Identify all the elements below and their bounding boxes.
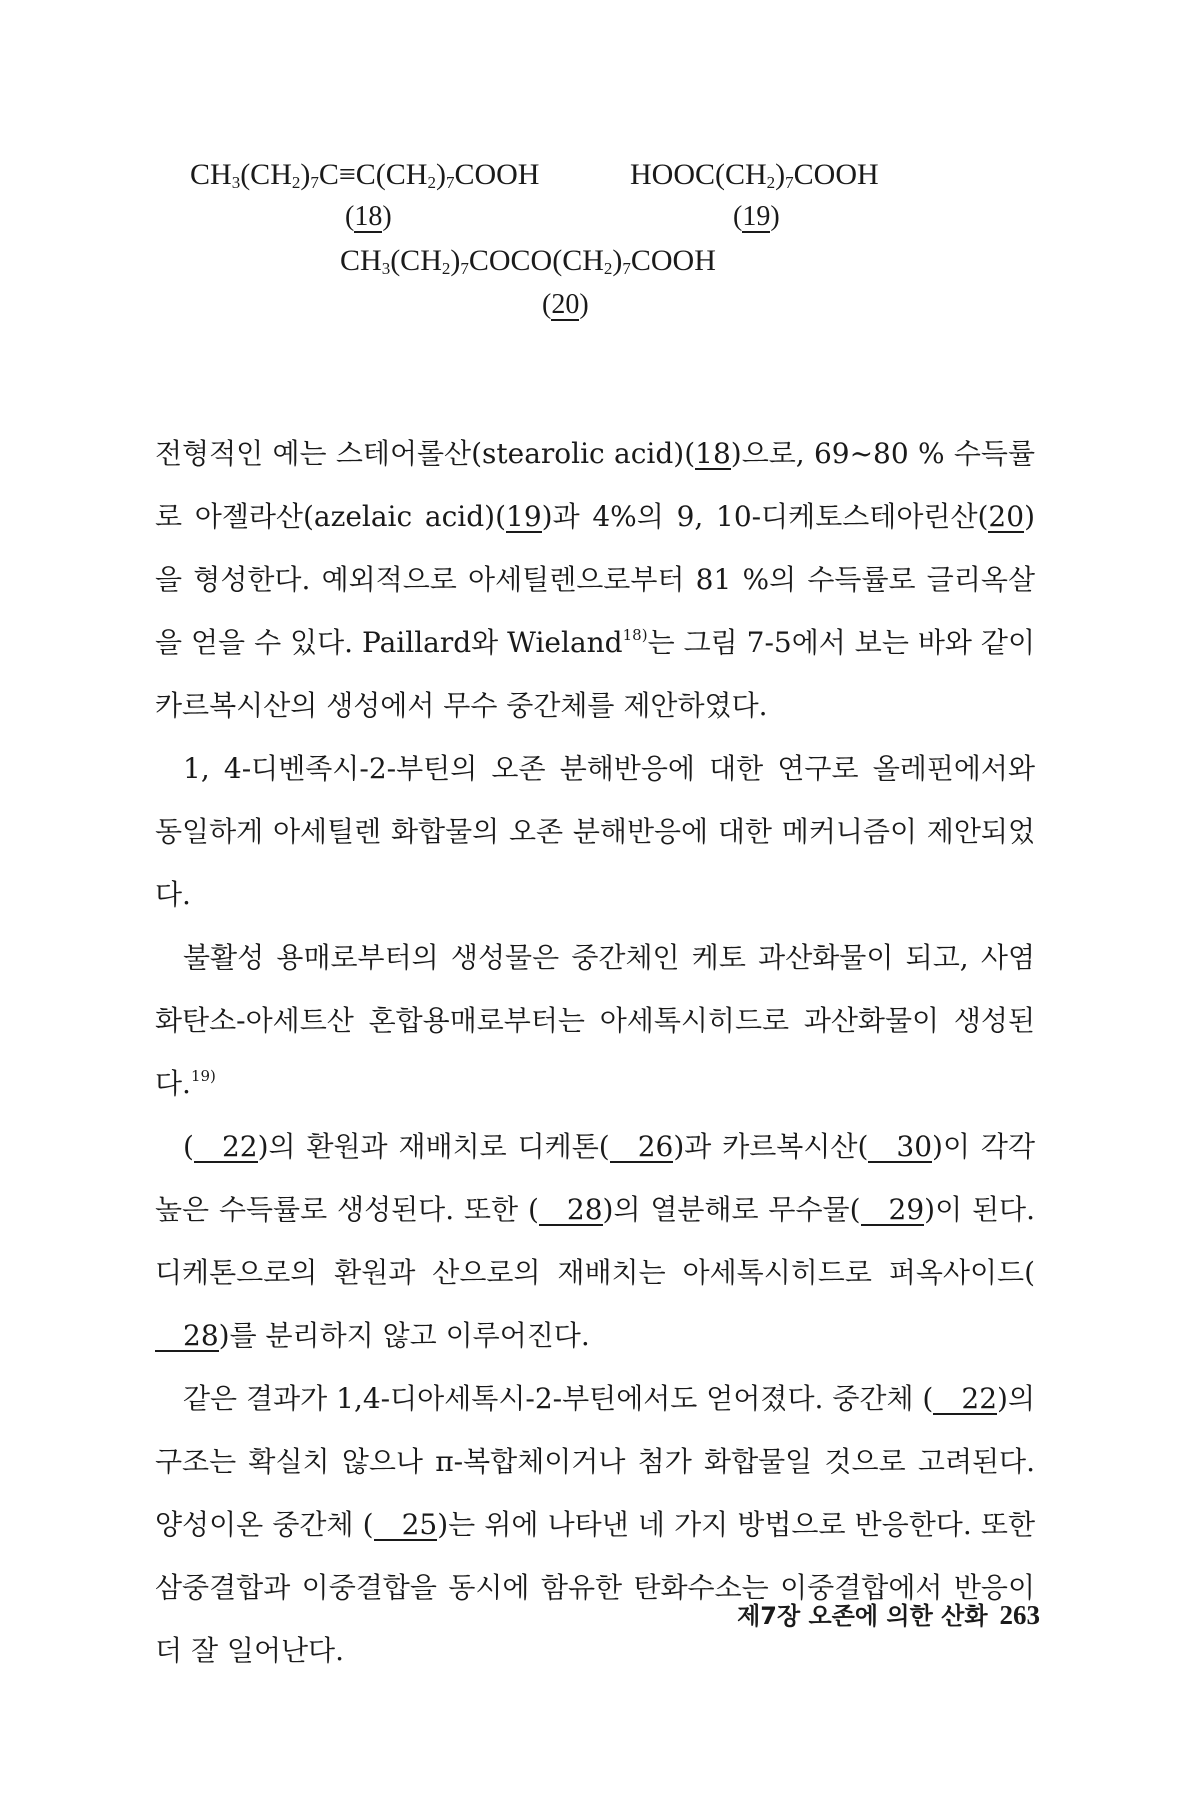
- compound-ref: 22: [194, 1132, 258, 1163]
- formula-18: [190, 160, 539, 190]
- compound-ref: 28: [155, 1321, 219, 1352]
- formula-text: ): [450, 244, 461, 277]
- formula-text: CH: [340, 244, 382, 277]
- formula-subscript: 3: [231, 173, 241, 192]
- formula-text: CH: [190, 158, 232, 191]
- compound-label-20: (20): [542, 289, 589, 320]
- paragraph-1: 전형적인 예는 스테어롤산(stearolic acid)(18)으로, 69~80 % 수득률로 아젤라산(azelaic acid)(19)과 4%의 9, 10-디케토스테아린산(20)을 형성한다. 예외적으로 아세틸렌으로부터 81 %의 수득률로 글리옥살을 얻을 수 있다. Paillard와 Wieland$^{18)}$는 그림 7-5에서 보는 바와 같이 카르복시산의 생성에서 무수 중간체를 제안하였다.: [155, 437, 1035, 722]
- formula-text: COOH: [454, 158, 540, 191]
- formula-subscript: 3: [381, 259, 391, 278]
- formula-19: [630, 160, 879, 190]
- formula-text: C≡C(CH: [318, 158, 428, 191]
- compound-label-18: (18): [345, 201, 392, 232]
- compound-ref: 30: [868, 1132, 932, 1163]
- formula-text: (CH: [390, 244, 442, 277]
- citation-18: 18): [622, 626, 648, 644]
- formula-subscript: 7: [785, 173, 794, 192]
- formula-text: ): [775, 158, 786, 191]
- compound-ref: 18: [695, 437, 731, 470]
- paragraph-4: ( 22)의 환원과 재배치로 디케톤( 26)과 카르복시산( 30)이 각각 높은 수득률로 생성된다. 또한 ( 28)의 열분해로 무수물( 29)이 된다. 디케톤으로의 환원과 산으로의 재배치는 아세톡시히드로 퍼옥사이드(28)를 분리하지 않고 이루어진다.: [155, 1130, 1035, 1352]
- formula-subscript: 2: [441, 259, 451, 278]
- formula-text: (CH: [240, 158, 292, 191]
- compound-ref: 29: [861, 1195, 925, 1226]
- paragraph-2: 1, 4-디벤족시-2-부틴의 오존 분해반응에 대한 연구로 올레핀에서와 동일하게 아세틸렌 화합물의 오존 분해반응에 대한 메커니즘이 제안되었다.: [155, 752, 1035, 911]
- formula-text: COCO(CH: [468, 244, 604, 277]
- formula-subscript: 2: [291, 173, 301, 192]
- formula-text: ): [300, 158, 311, 191]
- paragraph-5: 같은 결과가 1,4-디아세톡시-2-부틴에서도 얻어졌다. 중간체 ( 22)의 구조는 확실치 않으나 π-복합체이거나 첨가 화합물일 것으로 고려된다. 양성이온 중간체 ( 25)는 위에 나타낸 네 가지 방법으로 반응한다. 또한 삼중결합과 이중결합을 동시에 함유한 탄화수소는 이중결합에서 반응이 더 잘 일어난다.: [155, 1382, 1035, 1667]
- compound-number: 18: [354, 201, 383, 232]
- formula-subscript: 7: [310, 173, 319, 192]
- compound-number: 19: [742, 201, 771, 232]
- compound-number: 20: [551, 289, 580, 320]
- compound-ref: 25: [374, 1510, 438, 1541]
- formula-subscript: 2: [427, 173, 436, 192]
- formula-text: ): [435, 158, 446, 191]
- paragraph-3: 불활성 용매로부터의 생성물은 중간체인 케토 과산화물이 되고, 사염화탄소-아세트산 혼합용매로부터는 아세톡시히드로 과산화물이 생성된다.$^{19)}$: [155, 941, 1035, 1100]
- page-footer: [620, 1596, 1040, 1631]
- citation-19: 19): [190, 1067, 216, 1085]
- formula-text: ): [612, 244, 623, 277]
- formula-subscript: 7: [622, 259, 631, 278]
- formula-subscript: 2: [603, 259, 613, 278]
- page-number: 263: [999, 1600, 1040, 1630]
- formula-text: COOH: [630, 244, 716, 277]
- compound-ref: 20: [988, 500, 1025, 533]
- chapter-title: 제7장 오존에 의한 산화: [737, 1602, 988, 1630]
- formula-text: COOH: [793, 158, 879, 191]
- formula-subscript: 7: [445, 173, 455, 192]
- formula-20: [340, 246, 716, 276]
- formula-subscript: 2: [766, 173, 776, 192]
- body-text: [155, 422, 1035, 1682]
- compound-ref: 28: [539, 1195, 603, 1226]
- compound-ref: 26: [610, 1132, 674, 1163]
- compound-ref: 22: [933, 1384, 997, 1415]
- formula-subscript: 7: [460, 259, 469, 278]
- compound-label-19: (19): [733, 201, 780, 232]
- formula-text: HOOC(CH: [630, 158, 767, 191]
- compound-ref: 19: [506, 500, 542, 533]
